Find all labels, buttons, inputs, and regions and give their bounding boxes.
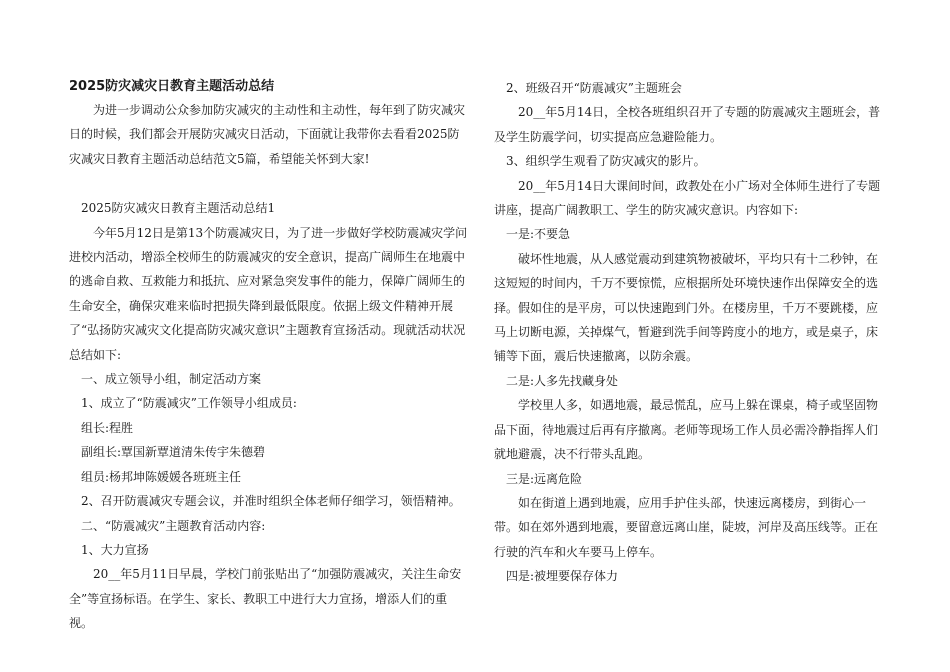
leader-line: 组长:程胜 bbox=[81, 420, 134, 435]
right-paragraph-4: 学校里人多，如遇地震，最忌慌乱，应马上躲在课桌，椅子或坚固物品下面，待地震过后再有序撤离。老师等现场工作人员必需冷静指挥人们就地避震，决不行带头乱跑。 bbox=[494, 398, 879, 462]
right-paragraph-5: 如在街道上遇到地震，应用手护住头部，快速远离楼房，到街心一带。如在郊外遇到地震，要留意远离山崖，陡坡，河岸及高压线等。正在行驶的汽车和火车要马上停车。 bbox=[494, 495, 879, 559]
item-1: 1、成立了“防震减灾”工作领导小组成员: bbox=[81, 396, 297, 411]
heading-1: 一、成立领导小组，制定活动方案 bbox=[81, 372, 262, 387]
right-paragraph-2: 20__年5月14日大课间时间，政教处在小广场对全体师生进行了专题讲座，提高广阔教职工、学生的防灾减灾意识。内容如下: bbox=[494, 178, 881, 218]
right-item-2: 3、组织学生观看了防灾减灾的影片。 bbox=[506, 154, 706, 169]
right-heading-2: 二是:人多先找藏身处 bbox=[506, 373, 619, 388]
deputy-line: 副组长:覃国新覃道清朱传宇朱德碧 bbox=[81, 445, 266, 460]
item-2: 2、召开防震减灾专题会议，并准时组织全体老师仔细学习，领悟精神。 bbox=[81, 494, 461, 509]
paragraph-1: 今年5月12日是第13个防震减灾日，为了进一步做好学校防震减灾学问进校内活动，增添全校师生的防震减灾的安全意识，提高广阔师生在地震中的逃命自救、互救能力和抵抗、应对紧急突发事件的能力，保障广阔师生的生命安全，确保灾难来临时把损失降到最低限度。依据上级文件精神开展了“弘扬防灾减灾文化提高防灾减灾意识”主题教育宣扬活动。现就活动状况总结如下: bbox=[69, 225, 468, 362]
left-column bbox=[69, 76, 469, 636]
spacer bbox=[69, 171, 469, 196]
right-paragraph-1: 20__年5月14日，全校各班组织召开了专题的防震减灾主题班会，普及学生防震学问，切实提高应急避险能力。 bbox=[494, 105, 881, 144]
right-heading-1: 一是:不要急 bbox=[506, 227, 571, 242]
intro-paragraph: 为进一步调动公众参加防灾减灾的主动性和主动性，每年到了防灾减灾日的时候，我们都会开展防灾减灾日活动，下面就让我带你去看看2025防灾减灾日教育主题活动总结范文5篇，希望能关怀到大家! bbox=[69, 103, 466, 166]
right-heading-3: 三是:远离危险 bbox=[506, 471, 583, 486]
members-line: 组员:杨邦坤陈媛媛各班班主任 bbox=[81, 469, 242, 484]
paragraph-2: 20__年5月11日早晨，学校门前张贴出了“加强防震减灾，关注生命安全”等宣扬标语。在学生、家长、教职工中进行大力宣扬，增添人们的重视。 bbox=[69, 567, 462, 631]
section-title: 2025防灾减灾日教育主题活动总结1 bbox=[81, 201, 276, 216]
right-heading-4: 四是:被埋要保存体力 bbox=[506, 569, 619, 584]
item-3: 1、大力宣扬 bbox=[81, 542, 149, 557]
heading-2: 二、“防震减灾”主题教育活动内容: bbox=[81, 518, 266, 533]
document-title: 2025防灾减灾日教育主题活动总结 bbox=[69, 79, 275, 94]
right-item-1: 2、班级召开“防震减灾”主题班会 bbox=[506, 81, 682, 95]
right-column bbox=[494, 76, 884, 589]
right-paragraph-3: 破坏性地震，从人感觉震动到建筑物被破坏，平均只有十二秒钟，在这短短的时间内，千万不要惊慌，应根据所处环境快速作出保障安全的选择。假如住的是平房，可以快速跑到门外。在楼房里，千万不要跳楼，应马上切断电源，关掉煤气，暂避到洗手间等跨度小的地方，或是桌子，床铺等下面，震后快速撤离，以防余震。 bbox=[494, 251, 879, 364]
